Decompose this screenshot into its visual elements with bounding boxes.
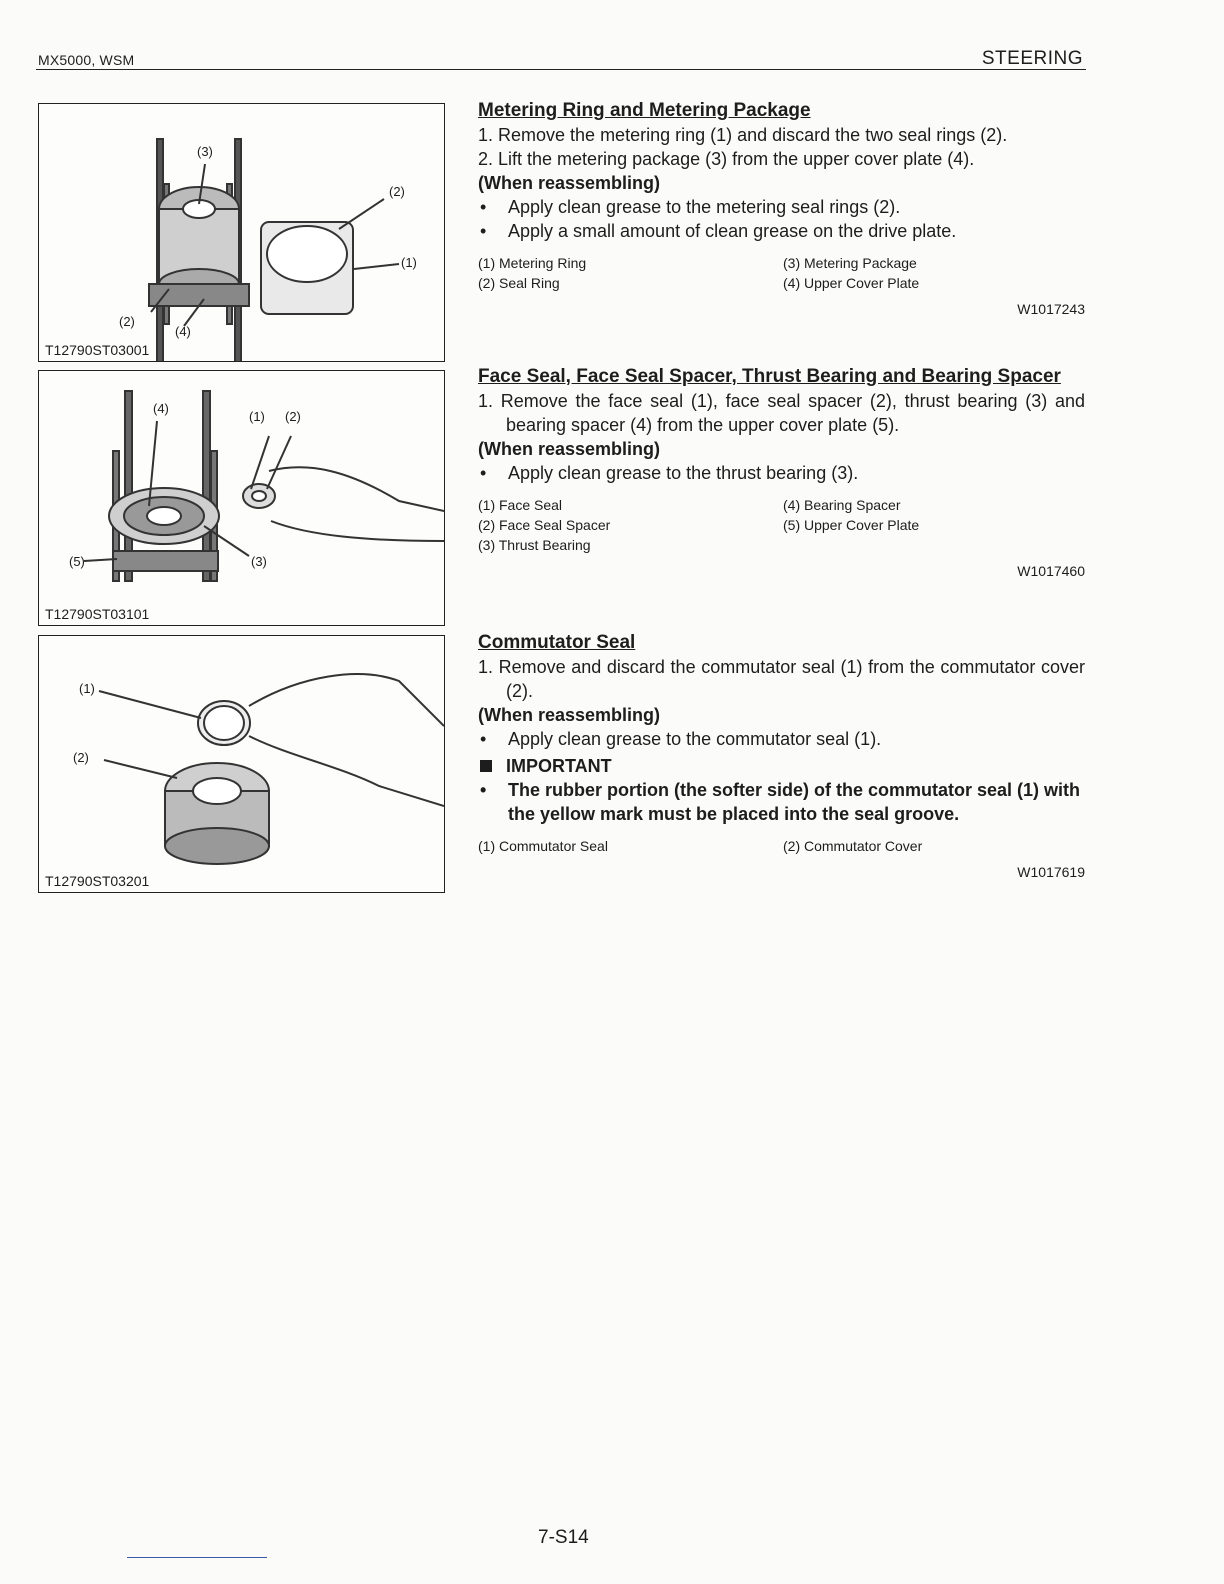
section-title: Commutator Seal <box>478 632 636 653</box>
commutator-seal-illustration <box>39 636 444 892</box>
figure-label-1: (1) <box>401 255 417 270</box>
legend-item: (2) Commutator Cover <box>783 838 923 854</box>
figure-code: T12790ST03001 <box>45 342 150 358</box>
figure-label-3: (3) <box>197 144 213 159</box>
header-rule <box>36 69 1086 70</box>
reassembling-heading: (When reassembling) <box>478 439 661 459</box>
figure-code: T12790ST03201 <box>45 873 150 889</box>
step-1: 1. Remove the metering ring (1) and discard the two seal rings (2). <box>478 125 1008 145</box>
figure-label-2: (2) <box>285 409 301 424</box>
figure-label-2: (2) <box>389 184 405 199</box>
figure-code: T12790ST03101 <box>45 606 150 622</box>
section-metering-ring <box>478 98 1085 317</box>
legend-item: (2) Face Seal Spacer <box>478 517 611 533</box>
section-title: Metering Ring and Metering Package <box>478 100 811 121</box>
reassembling-heading: (When reassembling) <box>478 705 661 725</box>
section-code: W1017619 <box>1017 864 1085 880</box>
figure-label-5: (5) <box>69 554 85 569</box>
figure-label-4: (4) <box>153 401 169 416</box>
manual-title: MX5000, WSM <box>38 52 135 68</box>
legend-item: (2) Seal Ring <box>478 275 560 291</box>
legend-item: (1) Face Seal <box>478 497 563 513</box>
parts-legend <box>478 253 1085 293</box>
reassembling-heading: (When reassembling) <box>478 173 661 193</box>
step-2: 2. Lift the metering package (3) from the upper cover plate (4). <box>478 149 975 169</box>
legend-item: (1) Commutator Seal <box>478 838 608 854</box>
legend-item: (4) Bearing Spacer <box>783 497 901 513</box>
page-number: 7-S14 <box>538 1527 589 1548</box>
figure-label-1: (1) <box>249 409 265 424</box>
footer-rule <box>127 1557 267 1558</box>
step-1: 1. Remove and discard the commutator seal (1) from the commutator cover (2). <box>478 657 1085 701</box>
figure-label-2: (2) <box>73 750 89 765</box>
section-commutator-seal <box>478 630 1085 880</box>
legend-item <box>783 535 1083 555</box>
step-1: 1. Remove the face seal (1), face seal spacer (2), thrust bearing (3) and bearing spacer (4) from the upper cover plate (5). <box>478 391 1085 435</box>
metering-package-illustration <box>39 104 444 361</box>
section-code: W1017460 <box>1017 563 1085 579</box>
important-heading: IMPORTANT <box>478 754 1085 778</box>
legend-item: (4) Upper Cover Plate <box>783 275 920 291</box>
figure-label-4: (4) <box>175 324 191 339</box>
important-bullet: • The rubber portion (the softer side) of the commutator seal (1) with the yellow mark must be placed into the seal groove. <box>478 778 1085 826</box>
legend-item: (3) Metering Package <box>783 255 917 271</box>
figure-label-3: (3) <box>251 554 267 569</box>
bullet-item: • Apply clean grease to the metering seal rings (2). <box>478 195 1085 219</box>
section-code: W1017243 <box>1017 301 1085 317</box>
figure-face-seal <box>38 370 445 626</box>
figure-metering-package <box>38 103 445 362</box>
section-title: Face Seal, Face Seal Spacer, Thrust Bearing and Bearing Spacer <box>478 366 1061 387</box>
parts-legend <box>478 836 1085 856</box>
legend-item: (1) Metering Ring <box>478 255 587 271</box>
section-face-seal <box>478 364 1085 579</box>
figure-commutator-seal <box>38 635 445 893</box>
bullet-item: • Apply a small amount of clean grease on the drive plate. <box>478 219 1085 243</box>
bullet-item: • Apply clean grease to the commutator seal (1). <box>478 727 1085 751</box>
legend-item: (5) Upper Cover Plate <box>783 517 920 533</box>
parts-legend <box>478 495 1085 555</box>
chapter-title: STEERING <box>981 48 1083 69</box>
face-seal-illustration <box>39 371 444 625</box>
figure-label-1: (1) <box>79 681 95 696</box>
bullet-item: • Apply clean grease to the thrust bearing (3). <box>478 461 1085 485</box>
legend-item: (3) Thrust Bearing <box>478 537 591 553</box>
figure-label-2: (2) <box>119 314 135 329</box>
